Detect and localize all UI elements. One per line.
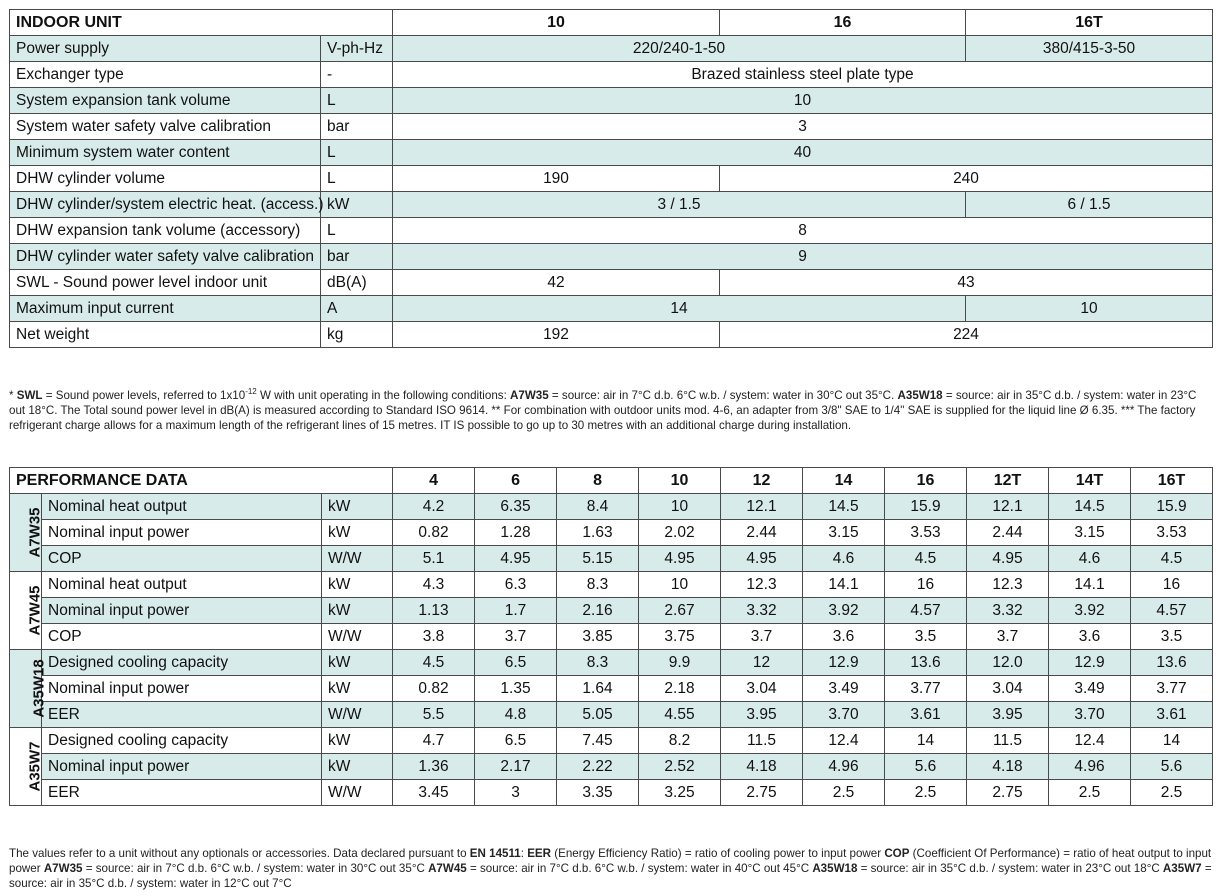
row-label: DHW expansion tank volume (accessory) bbox=[10, 218, 321, 244]
row-value: 10 bbox=[966, 296, 1213, 322]
indoor-data-row bbox=[10, 166, 1213, 192]
row-unit: kW bbox=[322, 676, 393, 702]
row-value: 3.7 bbox=[967, 624, 1049, 650]
row-value: 3.32 bbox=[721, 598, 803, 624]
row-value: 13.6 bbox=[885, 650, 967, 676]
row-value: 3.61 bbox=[1131, 702, 1213, 728]
row-value: 2.75 bbox=[721, 780, 803, 806]
row-value: 4.3 bbox=[393, 572, 475, 598]
row-label: Nominal input power bbox=[42, 598, 322, 624]
row-label: Nominal input power bbox=[42, 676, 322, 702]
condition-group-label bbox=[10, 650, 48, 728]
indoor-model-header: 16T bbox=[966, 10, 1213, 36]
row-unit: L bbox=[321, 88, 393, 114]
row-value: 1.36 bbox=[393, 754, 475, 780]
row-value: 12.3 bbox=[967, 572, 1049, 598]
row-value: 2.52 bbox=[639, 754, 721, 780]
row-value: 240 bbox=[720, 166, 1213, 192]
row-value: 0.82 bbox=[393, 676, 475, 702]
row-value: 13.6 bbox=[1131, 650, 1213, 676]
row-value: 2.44 bbox=[721, 520, 803, 546]
row-value: 11.5 bbox=[967, 728, 1049, 754]
performance-data-row bbox=[10, 676, 1213, 702]
row-value: 14 bbox=[885, 728, 967, 754]
row-unit: W/W bbox=[322, 546, 393, 572]
row-label: EER bbox=[42, 702, 322, 728]
performance-data-row bbox=[10, 624, 1213, 650]
row-value: 3.92 bbox=[803, 598, 885, 624]
row-value: 8 bbox=[393, 218, 1213, 244]
row-value: 2.02 bbox=[639, 520, 721, 546]
row-value: 0.82 bbox=[393, 520, 475, 546]
row-value: 3.70 bbox=[1049, 702, 1131, 728]
row-value: 11.5 bbox=[721, 728, 803, 754]
condition-name: A7W35 bbox=[26, 506, 44, 558]
row-unit: L bbox=[321, 140, 393, 166]
row-label: Exchanger type bbox=[10, 62, 321, 88]
row-value: 3.7 bbox=[475, 624, 557, 650]
row-value: 2.5 bbox=[1131, 780, 1213, 806]
indoor-unit-title: INDOOR UNIT bbox=[10, 10, 393, 36]
row-value: 3.95 bbox=[721, 702, 803, 728]
row-unit: W/W bbox=[322, 624, 393, 650]
row-value: 43 bbox=[720, 270, 1213, 296]
row-label: COP bbox=[42, 546, 322, 572]
indoor-data-row bbox=[10, 36, 1213, 62]
indoor-data-row bbox=[10, 218, 1213, 244]
row-unit: L bbox=[321, 218, 393, 244]
indoor-data-row bbox=[10, 88, 1213, 114]
row-value: 3.04 bbox=[967, 676, 1049, 702]
row-value: 5.05 bbox=[557, 702, 639, 728]
row-value: 12 bbox=[721, 650, 803, 676]
indoor-data-row bbox=[10, 62, 1213, 88]
row-value: 14.5 bbox=[803, 494, 885, 520]
row-value: 4.8 bbox=[475, 702, 557, 728]
performance-model-header: 16T bbox=[1131, 468, 1213, 494]
row-value: 3.5 bbox=[1131, 624, 1213, 650]
row-value: 4.18 bbox=[967, 754, 1049, 780]
row-value: 2.5 bbox=[885, 780, 967, 806]
row-value: 4.6 bbox=[1049, 546, 1131, 572]
row-value: 12.9 bbox=[1049, 650, 1131, 676]
row-value: 3 / 1.5 bbox=[393, 192, 966, 218]
row-value: 3.61 bbox=[885, 702, 967, 728]
row-value: 5.1 bbox=[393, 546, 475, 572]
row-value: 3.53 bbox=[885, 520, 967, 546]
row-label: DHW cylinder volume bbox=[10, 166, 321, 192]
row-value: 12.0 bbox=[967, 650, 1049, 676]
row-unit: V-ph-Hz bbox=[321, 36, 393, 62]
row-value: 3.15 bbox=[1049, 520, 1131, 546]
row-unit: kW bbox=[322, 598, 393, 624]
row-value: 220/240-1-50 bbox=[393, 36, 966, 62]
row-unit: W/W bbox=[322, 702, 393, 728]
indoor-data-row bbox=[10, 114, 1213, 140]
performance-data-row bbox=[10, 494, 1213, 520]
row-value: 3.25 bbox=[639, 780, 721, 806]
row-unit: kW bbox=[322, 754, 393, 780]
indoor-header-row bbox=[10, 10, 1213, 36]
row-value: 4.2 bbox=[393, 494, 475, 520]
row-value: 3.49 bbox=[1049, 676, 1131, 702]
row-unit: kW bbox=[322, 520, 393, 546]
row-value: 2.17 bbox=[475, 754, 557, 780]
row-value: 12.9 bbox=[803, 650, 885, 676]
condition-group-label bbox=[10, 728, 42, 806]
performance-data-title: PERFORMANCE DATA bbox=[10, 468, 393, 494]
row-value: 14 bbox=[393, 296, 966, 322]
row-value: 42 bbox=[393, 270, 720, 296]
performance-data-row bbox=[10, 702, 1213, 728]
row-value: 2.67 bbox=[639, 598, 721, 624]
row-value: 2.44 bbox=[967, 520, 1049, 546]
performance-data-row bbox=[10, 650, 1213, 676]
row-value: 4.5 bbox=[1131, 546, 1213, 572]
row-unit: bar bbox=[321, 114, 393, 140]
row-label: SWL - Sound power level indoor unit bbox=[10, 270, 321, 296]
indoor-data-row bbox=[10, 244, 1213, 270]
performance-model-header: 4 bbox=[393, 468, 475, 494]
row-unit: kW bbox=[322, 572, 393, 598]
performance-model-header: 6 bbox=[475, 468, 557, 494]
row-label: Nominal input power bbox=[42, 520, 322, 546]
row-value: 1.64 bbox=[557, 676, 639, 702]
performance-data-row bbox=[10, 754, 1213, 780]
row-value: 3.6 bbox=[1049, 624, 1131, 650]
row-value: 5.6 bbox=[1131, 754, 1213, 780]
row-value: 14.1 bbox=[803, 572, 885, 598]
row-unit: - bbox=[321, 62, 393, 88]
row-label: Nominal heat output bbox=[42, 572, 322, 598]
row-value: 14.5 bbox=[1049, 494, 1131, 520]
row-value: 6 / 1.5 bbox=[966, 192, 1213, 218]
row-value: 3.7 bbox=[721, 624, 803, 650]
row-value: 1.7 bbox=[475, 598, 557, 624]
performance-data-row bbox=[10, 546, 1213, 572]
row-value: 4.7 bbox=[393, 728, 475, 754]
row-value: 4.18 bbox=[721, 754, 803, 780]
row-value: 4.6 bbox=[803, 546, 885, 572]
row-value: 15.9 bbox=[1131, 494, 1213, 520]
row-unit: kW bbox=[322, 494, 393, 520]
row-value: 3.35 bbox=[557, 780, 639, 806]
row-value: 3.95 bbox=[967, 702, 1049, 728]
row-label: Designed cooling capacity bbox=[42, 728, 322, 754]
row-value: 6.5 bbox=[475, 728, 557, 754]
indoor-data-row bbox=[10, 140, 1213, 166]
row-value: 8.4 bbox=[557, 494, 639, 520]
row-unit: A bbox=[321, 296, 393, 322]
row-value: 2.22 bbox=[557, 754, 639, 780]
row-value: 1.13 bbox=[393, 598, 475, 624]
row-value: 10 bbox=[393, 88, 1213, 114]
row-unit: dB(A) bbox=[321, 270, 393, 296]
row-value: 3.6 bbox=[803, 624, 885, 650]
row-value: 2.5 bbox=[1049, 780, 1131, 806]
row-unit: W/W bbox=[322, 780, 393, 806]
row-unit: kW bbox=[322, 728, 393, 754]
row-value: 3.8 bbox=[393, 624, 475, 650]
row-value: 9.9 bbox=[639, 650, 721, 676]
row-value: 3 bbox=[393, 114, 1213, 140]
row-value: 4.96 bbox=[1049, 754, 1131, 780]
row-value: 3.04 bbox=[721, 676, 803, 702]
performance-footnote: The values refer to a unit without any optionals or accessories. Data declared pursuant to EN 14511: EER (Energy Efficiency Ratio) = ratio of cooling power to input power COP (Coefficient Of Performance) = ratio of heat output to input power A7W35 = source: air in 7°C d.b. 6°C w.b. / system: water in 30°C out 35°C A7W45 = source: air in 7°C d.b. 6°C w.b. / system: water in 40°C out 45°C A35W18 = source: air in 35°C d.b. / system: water in 23°C out 18°C A35W7 = source: air in 35°C d.b. / system: water in 12°C out 7°C bbox=[9, 847, 1212, 890]
row-value: 2.5 bbox=[803, 780, 885, 806]
row-unit: bar bbox=[321, 244, 393, 270]
row-value: 14 bbox=[1131, 728, 1213, 754]
indoor-unit-body bbox=[10, 36, 1213, 348]
indoor-model-header: 16 bbox=[720, 10, 966, 36]
row-value: 3.5 bbox=[885, 624, 967, 650]
row-value: 8.2 bbox=[639, 728, 721, 754]
row-value: 7.45 bbox=[557, 728, 639, 754]
indoor-data-row bbox=[10, 192, 1213, 218]
row-value: 3 bbox=[475, 780, 557, 806]
condition-group-label bbox=[10, 494, 42, 572]
row-value: 16 bbox=[885, 572, 967, 598]
row-value: 10 bbox=[639, 572, 721, 598]
row-label: Power supply bbox=[10, 36, 321, 62]
indoor-data-row bbox=[10, 296, 1213, 322]
row-value: 5.15 bbox=[557, 546, 639, 572]
row-value: 2.75 bbox=[967, 780, 1049, 806]
row-value: 4.5 bbox=[885, 546, 967, 572]
row-value: 192 bbox=[393, 322, 720, 348]
row-value: 3.45 bbox=[393, 780, 475, 806]
row-value: 3.53 bbox=[1131, 520, 1213, 546]
row-label: System expansion tank volume bbox=[10, 88, 321, 114]
row-value: 12.1 bbox=[967, 494, 1049, 520]
row-label: EER bbox=[42, 780, 322, 806]
indoor-data-row bbox=[10, 270, 1213, 296]
row-value: 14.1 bbox=[1049, 572, 1131, 598]
row-value: 224 bbox=[720, 322, 1213, 348]
performance-model-header: 14 bbox=[803, 468, 885, 494]
row-value: 3.77 bbox=[885, 676, 967, 702]
row-value: 6.3 bbox=[475, 572, 557, 598]
row-value: 3.92 bbox=[1049, 598, 1131, 624]
condition-group-label bbox=[10, 572, 42, 650]
performance-model-header: 12 bbox=[721, 468, 803, 494]
row-label: Net weight bbox=[10, 322, 321, 348]
row-label: DHW cylinder/system electric heat. (access.) bbox=[10, 192, 321, 218]
condition-name: A35W7 bbox=[26, 740, 44, 792]
performance-model-header: 14T bbox=[1049, 468, 1131, 494]
row-value: 2.18 bbox=[639, 676, 721, 702]
row-value: 15.9 bbox=[885, 494, 967, 520]
indoor-model-header: 10 bbox=[393, 10, 720, 36]
row-value: 380/415-3-50 bbox=[966, 36, 1213, 62]
row-value: 3.77 bbox=[1131, 676, 1213, 702]
performance-model-header: 12T bbox=[967, 468, 1049, 494]
performance-model-header: 10 bbox=[639, 468, 721, 494]
row-value: 3.75 bbox=[639, 624, 721, 650]
row-value: 2.16 bbox=[557, 598, 639, 624]
row-unit: kW bbox=[322, 650, 393, 676]
performance-data-row bbox=[10, 728, 1213, 754]
row-value: 3.32 bbox=[967, 598, 1049, 624]
performance-header-row bbox=[10, 468, 1213, 494]
row-value: 4.95 bbox=[721, 546, 803, 572]
row-value: 8.3 bbox=[557, 572, 639, 598]
row-label: DHW cylinder water safety valve calibration bbox=[10, 244, 321, 270]
row-value: 10 bbox=[639, 494, 721, 520]
row-value: 3.15 bbox=[803, 520, 885, 546]
row-value: 3.85 bbox=[557, 624, 639, 650]
condition-name: A7W45 bbox=[26, 584, 44, 636]
row-value: 4.57 bbox=[1131, 598, 1213, 624]
sound-power-footnote: * SWL = Sound power levels, referred to $1x10^{-12}$ W with unit operating in the following conditions: A7W35 = source: air in 7°C d.b. 6°C w.b. / system: water in 30°C out 35°C. A35W18 = source: air in 35°C d.b. / system: water in 23°C out 18°C. The Total sound power level in dB(A) is measured according to Standard ISO 9614. ** For combination with outdoor units mod. 4-6, an adapter from 3/8" SAE to 1/4" SAE is supplied for the liquid line Ø 6.35. *** The factory refrigerant charge allows for a maximum length of the refrigerant lines of 15 metres. IT IS possible to go up to 30 metres with an additional charge during installation. bbox=[9, 387, 1197, 432]
row-value: 8.3 bbox=[557, 650, 639, 676]
row-label: Maximum input current bbox=[10, 296, 321, 322]
row-value: 6.5 bbox=[475, 650, 557, 676]
performance-model-header: 16 bbox=[885, 468, 967, 494]
row-value: 3.70 bbox=[803, 702, 885, 728]
row-value: 6.35 bbox=[475, 494, 557, 520]
row-value: 12.4 bbox=[803, 728, 885, 754]
row-value: 4.95 bbox=[967, 546, 1049, 572]
row-value: 4.95 bbox=[475, 546, 557, 572]
row-label: Nominal input power bbox=[42, 754, 322, 780]
row-unit: kg bbox=[321, 322, 393, 348]
row-value: 9 bbox=[393, 244, 1213, 270]
row-label: COP bbox=[42, 624, 322, 650]
row-value: 190 bbox=[393, 166, 720, 192]
row-unit: L bbox=[321, 166, 393, 192]
row-value: 1.63 bbox=[557, 520, 639, 546]
row-value: 4.96 bbox=[803, 754, 885, 780]
row-value: 40 bbox=[393, 140, 1213, 166]
row-value: Brazed stainless steel plate type bbox=[393, 62, 1213, 88]
condition-name: A35W18 bbox=[30, 658, 48, 718]
row-value: 4.55 bbox=[639, 702, 721, 728]
performance-data-row bbox=[10, 598, 1213, 624]
row-unit: kW bbox=[321, 192, 393, 218]
row-value: 4.57 bbox=[885, 598, 967, 624]
performance-data-table bbox=[9, 467, 1213, 806]
row-value: 1.28 bbox=[475, 520, 557, 546]
performance-model-header: 8 bbox=[557, 468, 639, 494]
performance-data-row bbox=[10, 520, 1213, 546]
row-value: 12.3 bbox=[721, 572, 803, 598]
row-label: Minimum system water content bbox=[10, 140, 321, 166]
performance-data-row bbox=[10, 780, 1213, 806]
indoor-unit-table bbox=[9, 9, 1213, 348]
row-label: Designed cooling capacity bbox=[42, 650, 322, 676]
indoor-data-row bbox=[10, 322, 1213, 348]
row-value: 16 bbox=[1131, 572, 1213, 598]
row-value: 12.4 bbox=[1049, 728, 1131, 754]
row-value: 3.49 bbox=[803, 676, 885, 702]
row-value: 5.5 bbox=[393, 702, 475, 728]
row-value: 12.1 bbox=[721, 494, 803, 520]
row-value: 1.35 bbox=[475, 676, 557, 702]
row-value: 4.5 bbox=[393, 650, 475, 676]
row-label: Nominal heat output bbox=[42, 494, 322, 520]
row-label: System water safety valve calibration bbox=[10, 114, 321, 140]
row-value: 5.6 bbox=[885, 754, 967, 780]
performance-data-body bbox=[10, 494, 1213, 806]
performance-data-row bbox=[10, 572, 1213, 598]
row-value: 4.95 bbox=[639, 546, 721, 572]
